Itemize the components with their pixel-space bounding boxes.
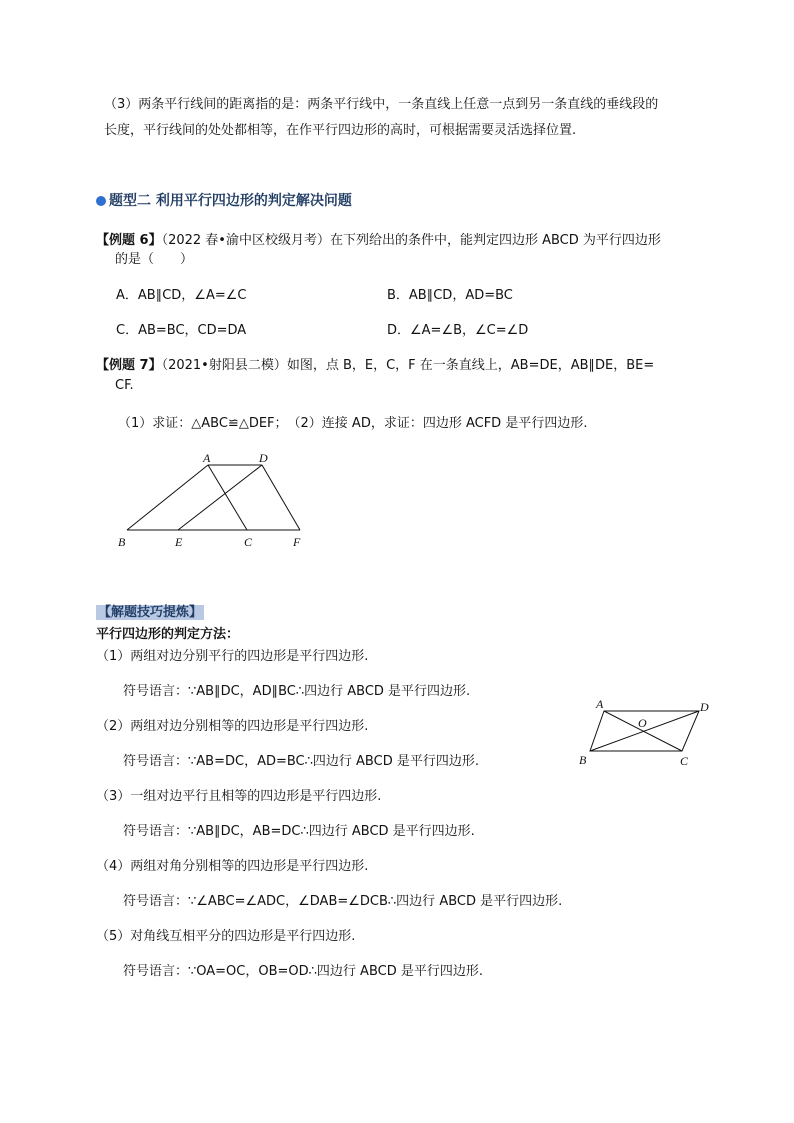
example7-figure bbox=[110, 448, 325, 553]
tip-3-symbol: 符号语言：∵AB∥DC，AB=DC∴四边行 ABCD 是平行四边形. bbox=[123, 824, 475, 839]
segment-ab bbox=[127, 465, 208, 530]
example7-subquestions: （1）求证：△ABC≌△DEF； （2）连接 AD，求证：四边形 ACFD 是平行四边形. bbox=[118, 416, 588, 431]
tip-3-rule: （3）一组对边平行且相等的四边形是平行四边形. bbox=[96, 789, 382, 804]
example6-text: （2022 春•渝中区校级月考）在下列给出的条件中，能判定四边形 ABCD 为平行四边形 bbox=[161, 233, 661, 248]
example6-label: 【例题 6】 bbox=[96, 233, 162, 248]
example7-label: 【例题 7】 bbox=[96, 358, 162, 373]
bullet-icon bbox=[96, 196, 106, 206]
section-title: 题型二 利用平行四边形的判定解决问题 bbox=[109, 193, 352, 209]
example6-option-a: A．AB∥CD，∠A=∠C bbox=[116, 288, 247, 303]
point-label-c: C bbox=[244, 535, 253, 549]
point-label-o: O bbox=[638, 716, 647, 730]
example6-line1 bbox=[96, 232, 661, 250]
paragraph-3-line1: （3）两条平行线间的距离指的是：两条平行线中，一条直线上任意一点到另一条直线的垂线段的 bbox=[104, 97, 659, 112]
point-label-d: D bbox=[700, 700, 709, 714]
example6-option-d: D．∠A=∠B，∠C=∠D bbox=[387, 323, 529, 338]
tip-4-rule: （4）两组对角分别相等的四边形是平行四边形. bbox=[96, 859, 369, 874]
tips-tag-label: 【解题技巧提炼】 bbox=[98, 605, 203, 620]
segment-df bbox=[262, 465, 300, 530]
example6-option-c: C．AB=BC，CD=DA bbox=[116, 323, 247, 338]
example6-line2: 的是（ ） bbox=[115, 252, 194, 267]
point-label-d: D bbox=[259, 451, 268, 465]
example7-line2: CF. bbox=[115, 378, 134, 393]
point-label-b: B bbox=[579, 753, 587, 767]
example7-line1 bbox=[96, 357, 654, 375]
tip-5-symbol: 符号语言：∵OA=OC，OB=OD∴四边行 ABCD 是平行四边形. bbox=[123, 964, 483, 979]
paragraph-3-line2: 长度，平行线间的处处都相等，在作平行四边形的高时，可根据需要灵活选择位置. bbox=[104, 123, 577, 138]
tip-2-rule: （2）两组对边分别相等的四边形是平行四边形. bbox=[96, 719, 369, 734]
point-label-a: A bbox=[596, 697, 604, 711]
segment-ac bbox=[208, 465, 247, 530]
tip-4-symbol: 符号语言：∵∠ABC=∠ADC，∠DAB=∠DCB∴四边行 ABCD 是平行四边形. bbox=[123, 894, 563, 909]
point-label-b: B bbox=[118, 535, 126, 549]
segment-ed bbox=[178, 465, 262, 530]
parallelogram-figure bbox=[572, 696, 720, 774]
tip-1-symbol: 符号语言：∵AB∥DC，AD∥BC∴四边行 ABCD 是平行四边形. bbox=[123, 684, 471, 699]
example6-option-b: B．AB∥CD，AD=BC bbox=[387, 288, 513, 303]
section-heading bbox=[96, 192, 352, 210]
tip-2-symbol: 符号语言：∵AB=DC，AD=BC∴四边行 ABCD 是平行四边形. bbox=[123, 754, 479, 769]
tips-title: 平行四边形的判定方法： bbox=[96, 627, 240, 642]
example7-text: （2021•射阳县二模）如图，点 B，E，C，F 在一条直线上，AB=DE，AB∥DE，BE= bbox=[161, 358, 655, 373]
tip-5-rule: （5）对角线互相平分的四边形是平行四边形. bbox=[96, 929, 356, 944]
tips-tag bbox=[96, 604, 204, 622]
point-label-c: C bbox=[680, 754, 689, 768]
point-label-f: F bbox=[293, 535, 301, 549]
point-label-e: E bbox=[175, 535, 183, 549]
tip-1-rule: （1）两组对边分别平行的四边形是平行四边形. bbox=[96, 649, 369, 664]
point-label-a: A bbox=[203, 451, 211, 465]
